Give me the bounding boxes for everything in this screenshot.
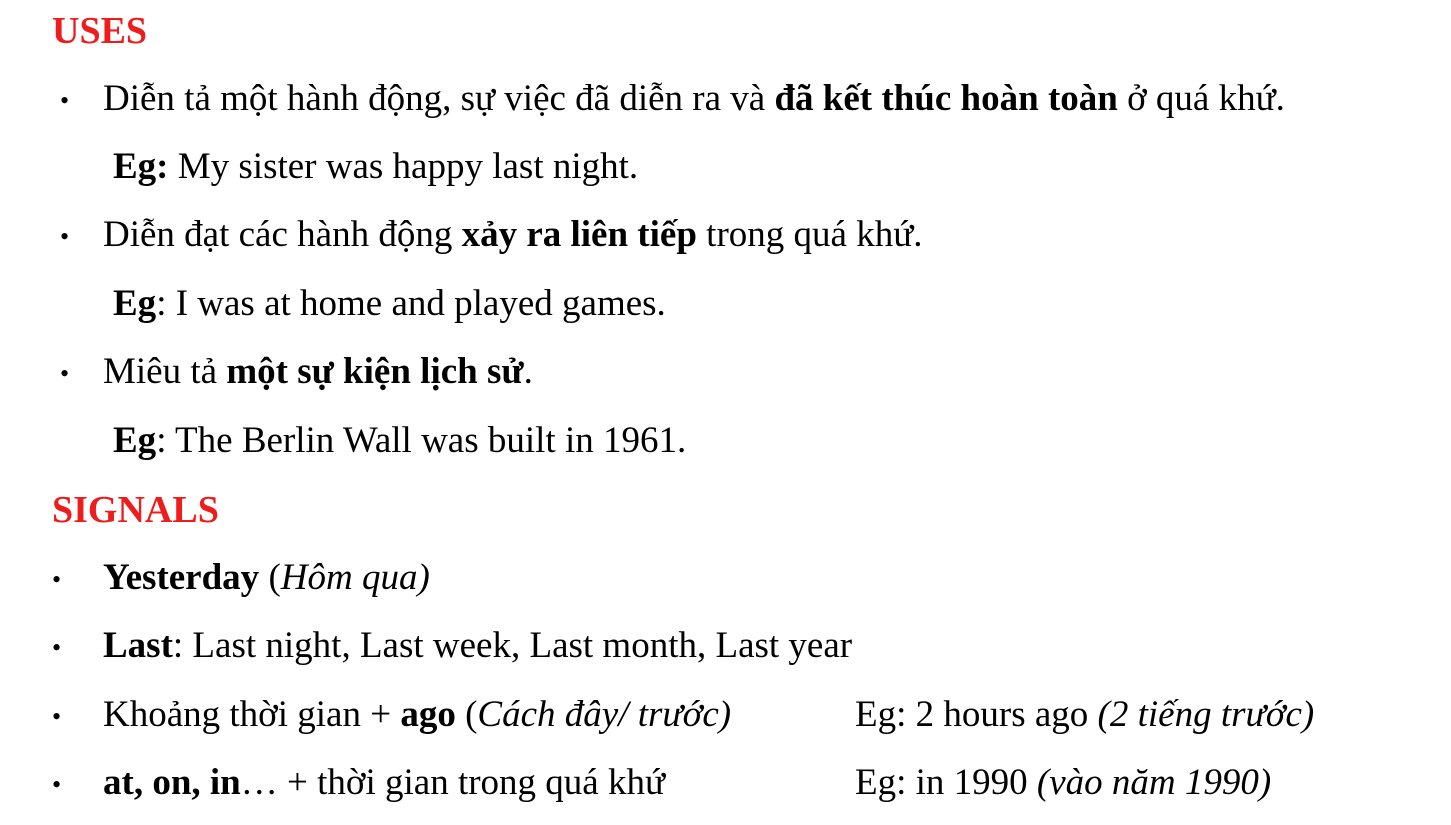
example-text: : The Berlin Wall was built in 1961. — [156, 420, 687, 461]
signal-text: : Last night, Last week, Last month, Last year — [172, 625, 853, 666]
signal-keyword: ago — [400, 694, 456, 735]
signal-item-3 — [103, 692, 731, 738]
use-item-text: Miêu tả — [103, 351, 227, 392]
use-item-text: Diễn tả một hành động, sự việc đã diễn ra và — [103, 78, 775, 119]
bullet-icon: • — [60, 86, 70, 115]
use-example-3 — [113, 418, 686, 464]
bullet-icon: • — [52, 702, 62, 731]
use-item-text: Diễn đạt các hành động — [103, 214, 462, 255]
signal-item-4 — [103, 760, 665, 806]
signal-example-3 — [855, 692, 1314, 738]
example-translation: (vào năm 1990) — [1036, 762, 1272, 803]
bullet-icon: • — [52, 770, 62, 799]
bullet-icon: • — [52, 633, 62, 662]
use-item-1 — [103, 76, 1285, 122]
signal-keyword: at, on, in — [103, 762, 241, 803]
signal-item-1 — [103, 555, 430, 601]
use-item-emphasis: đã kết thúc hoàn toàn — [774, 78, 1118, 119]
signal-text: ( — [259, 557, 281, 598]
use-example-2 — [113, 281, 666, 327]
example-label: Eg — [113, 283, 157, 324]
bullet-icon: • — [60, 359, 70, 388]
signal-text: ( — [455, 694, 478, 735]
bullet-icon: • — [52, 565, 62, 594]
signal-text: … + thời gian trong quá khứ — [240, 762, 666, 803]
bullet-icon: • — [60, 222, 70, 251]
use-item-text: ở quá khứ. — [1117, 78, 1285, 119]
example-translation: (2 tiếng trước) — [1097, 694, 1315, 735]
example-label: Eg — [113, 420, 157, 461]
use-item-emphasis: một sự kiện lịch sử — [226, 351, 524, 392]
example-text: Eg: in 1990 — [855, 762, 1037, 803]
example-text: : I was at home and played games. — [156, 283, 666, 324]
example-label: Eg: — [113, 146, 169, 187]
signal-translation: Hôm qua) — [280, 557, 430, 598]
example-text: My sister was happy last night. — [168, 146, 639, 187]
signal-example-4 — [855, 760, 1271, 806]
example-text: Eg: 2 hours ago — [855, 694, 1098, 735]
use-item-emphasis: xảy ra liên tiếp — [461, 214, 697, 255]
uses-heading: USES — [52, 10, 148, 52]
signal-item-2 — [103, 623, 852, 669]
use-example-1 — [113, 144, 638, 190]
signal-text: Khoảng thời gian + — [103, 694, 401, 735]
signal-keyword: Yesterday — [103, 557, 260, 598]
use-item-2 — [103, 212, 923, 258]
signal-translation: Cách đây/ trước) — [477, 694, 732, 735]
signals-heading: SIGNALS — [52, 489, 219, 531]
use-item-text: trong quá khứ. — [696, 214, 923, 255]
use-item-text: . — [523, 351, 533, 392]
signal-keyword: Last — [103, 625, 173, 666]
use-item-3 — [103, 349, 533, 395]
